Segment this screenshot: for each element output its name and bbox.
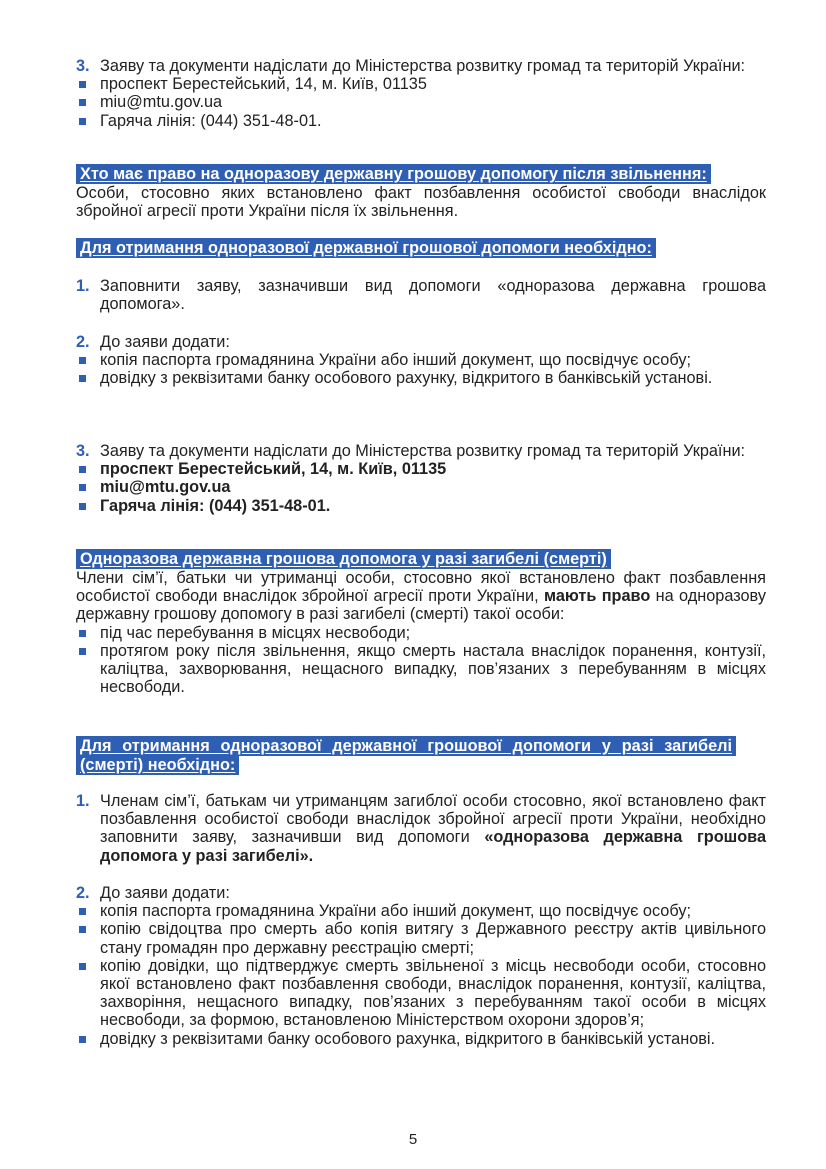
step-number: 2.: [76, 884, 90, 902]
step-number: 1.: [76, 792, 90, 810]
receive-step-2: [76, 333, 766, 388]
bullet-icon: [79, 630, 86, 637]
hotline-bullet: [76, 112, 766, 130]
list-item: [76, 957, 766, 1030]
step-3-item: [76, 57, 766, 75]
bullet-icon: [79, 908, 86, 915]
address-text: проспект Берестейський, 14, м. Київ, 01135: [100, 75, 427, 94]
step-number: 2.: [76, 333, 90, 351]
death-receive-step-1: [76, 792, 766, 865]
list-item-text: під час перебування в місцях несвободи;: [100, 623, 411, 642]
step-number: 3.: [76, 442, 90, 460]
death-receive-section: [76, 737, 736, 775]
bullet-icon: [79, 926, 86, 933]
list-item: [76, 624, 766, 642]
list-item: [76, 1030, 766, 1048]
address-bullet: [76, 75, 766, 93]
list-item: [76, 920, 766, 956]
address-text: проспект Берестейський, 14, м. Київ, 01135: [100, 460, 447, 479]
step-text: Членам сім’ї, батькам чи утриманцям загиблої особи стосовно, якої встановлено факт позбавлення особистої свободи внаслідок збройної агресії проти України, необхідно заповнити заяву, зазначивши вид допомоги: [100, 792, 766, 847]
bullet-icon: [79, 118, 86, 125]
section-heading: Для отримання одноразової державної грошової допомоги у разі загибелі (смерті) необхідно:: [76, 736, 736, 776]
list-item-text: довідку з реквізитами банку особового рахунку, відкритого в банківській установі.: [100, 369, 713, 388]
bullet-icon: [79, 484, 86, 491]
who-section: [76, 165, 766, 220]
death-section: [76, 550, 766, 696]
bullet-icon: [79, 375, 86, 382]
section-heading: Для отримання одноразової державної грошової допомоги необхідно:: [76, 238, 656, 259]
list-item-text: копію свідоцтва про смерть або копія витягу з Державного реєстру актів цивільного стану громадян про державну реєстрацію смерті;: [100, 920, 766, 957]
top-section: [76, 57, 766, 130]
section-heading: Одноразова державна грошова допомога у разі загибелі (смерті): [76, 549, 611, 570]
list-item: [76, 369, 766, 387]
who-text: Особи, стосовно яких встановлено факт позбавлення особистої свободи внаслідок збройної агресії проти України після їх звільнення.: [76, 184, 766, 221]
death-text: Члени сім’ї, батьки чи утриманці особи, стосовно якої встановлено факт позбавлення особистої свободи внаслідок збройної агресії проти України, мають право на одноразову державну грошову допомогу в разі загибелі (смерті) такої особи:: [76, 569, 766, 624]
list-item: [76, 902, 766, 920]
list-item-text: протягом року після звільнення, якщо смерть настала внаслідок поранення, контузії, каліцтва, захворювання, нещасного випадку, пов’язаних з перебуванням в місцях несвободи.: [100, 641, 766, 697]
section-heading: Хто має право на одноразову державну грошову допомогу після звільнення:: [76, 164, 711, 185]
death-receive-step-2: [76, 884, 766, 1048]
bullet-icon: [79, 963, 86, 970]
list-item-text: копія паспорта громадянина України або інший документ, що посвідчує особу;: [100, 902, 691, 921]
step-number: 3.: [76, 57, 90, 75]
bullet-icon: [79, 81, 86, 88]
receive-section: [76, 239, 766, 258]
step-text: Заповнити заяву, зазначивши вид допомоги «одноразова державна грошова допомога».: [100, 277, 766, 314]
email-bullet: [76, 93, 766, 111]
bullet-icon: [79, 357, 86, 364]
step-text: Заяву та документи надіслати до Міністерства розвитку громад та територій України:: [100, 442, 746, 460]
step-text: Заяву та документи надіслати до Міністерства розвитку громад та територій України:: [100, 57, 746, 75]
hotline-text: Гаряча лінія: (044) 351-48-01.: [100, 496, 331, 515]
receive-step-3: [76, 442, 766, 515]
step-text-bold: «одноразова державна грошова допомога у разі загибелі».: [100, 828, 766, 865]
page-number: 5: [408, 1131, 418, 1148]
email-text: miu@mtu.gov.ua: [100, 93, 223, 112]
email-bullet: [76, 478, 766, 496]
email-text: miu@mtu.gov.ua: [100, 478, 231, 497]
hotline-text: Гаряча лінія: (044) 351-48-01.: [100, 111, 322, 130]
list-item-text: копія паспорта громадянина України або інший документ, що посвідчує особу;: [100, 351, 691, 370]
step-text: До заяви додати:: [100, 333, 230, 351]
receive-step-1: [76, 277, 766, 313]
step-text: До заяви додати:: [100, 884, 230, 902]
list-item: [76, 642, 766, 697]
bullet-icon: [79, 466, 86, 473]
bullet-icon: [79, 503, 86, 510]
bullet-icon: [79, 1036, 86, 1043]
bullet-icon: [79, 99, 86, 106]
list-item-text: довідку з реквізитами банку особового рахунка, відкритого в банківській установі.: [100, 1029, 716, 1048]
step-number: 1.: [76, 277, 90, 295]
list-item: [76, 351, 766, 369]
address-bullet: [76, 460, 766, 478]
bullet-icon: [79, 648, 86, 655]
hotline-bullet: [76, 497, 766, 515]
list-item-text: копію довідки, що підтверджує смерть звільненої з місць несвободи особи, стосовно якої встановлено факт позбавлення свободи, внаслідок поранення, контузії, каліцтва, захворіння, нещасного випадку, пов’язаних з перебуванням такої особи в місцях несвободи, за формою, встановленою Міністерством охорони здоров’я;: [100, 956, 766, 1030]
